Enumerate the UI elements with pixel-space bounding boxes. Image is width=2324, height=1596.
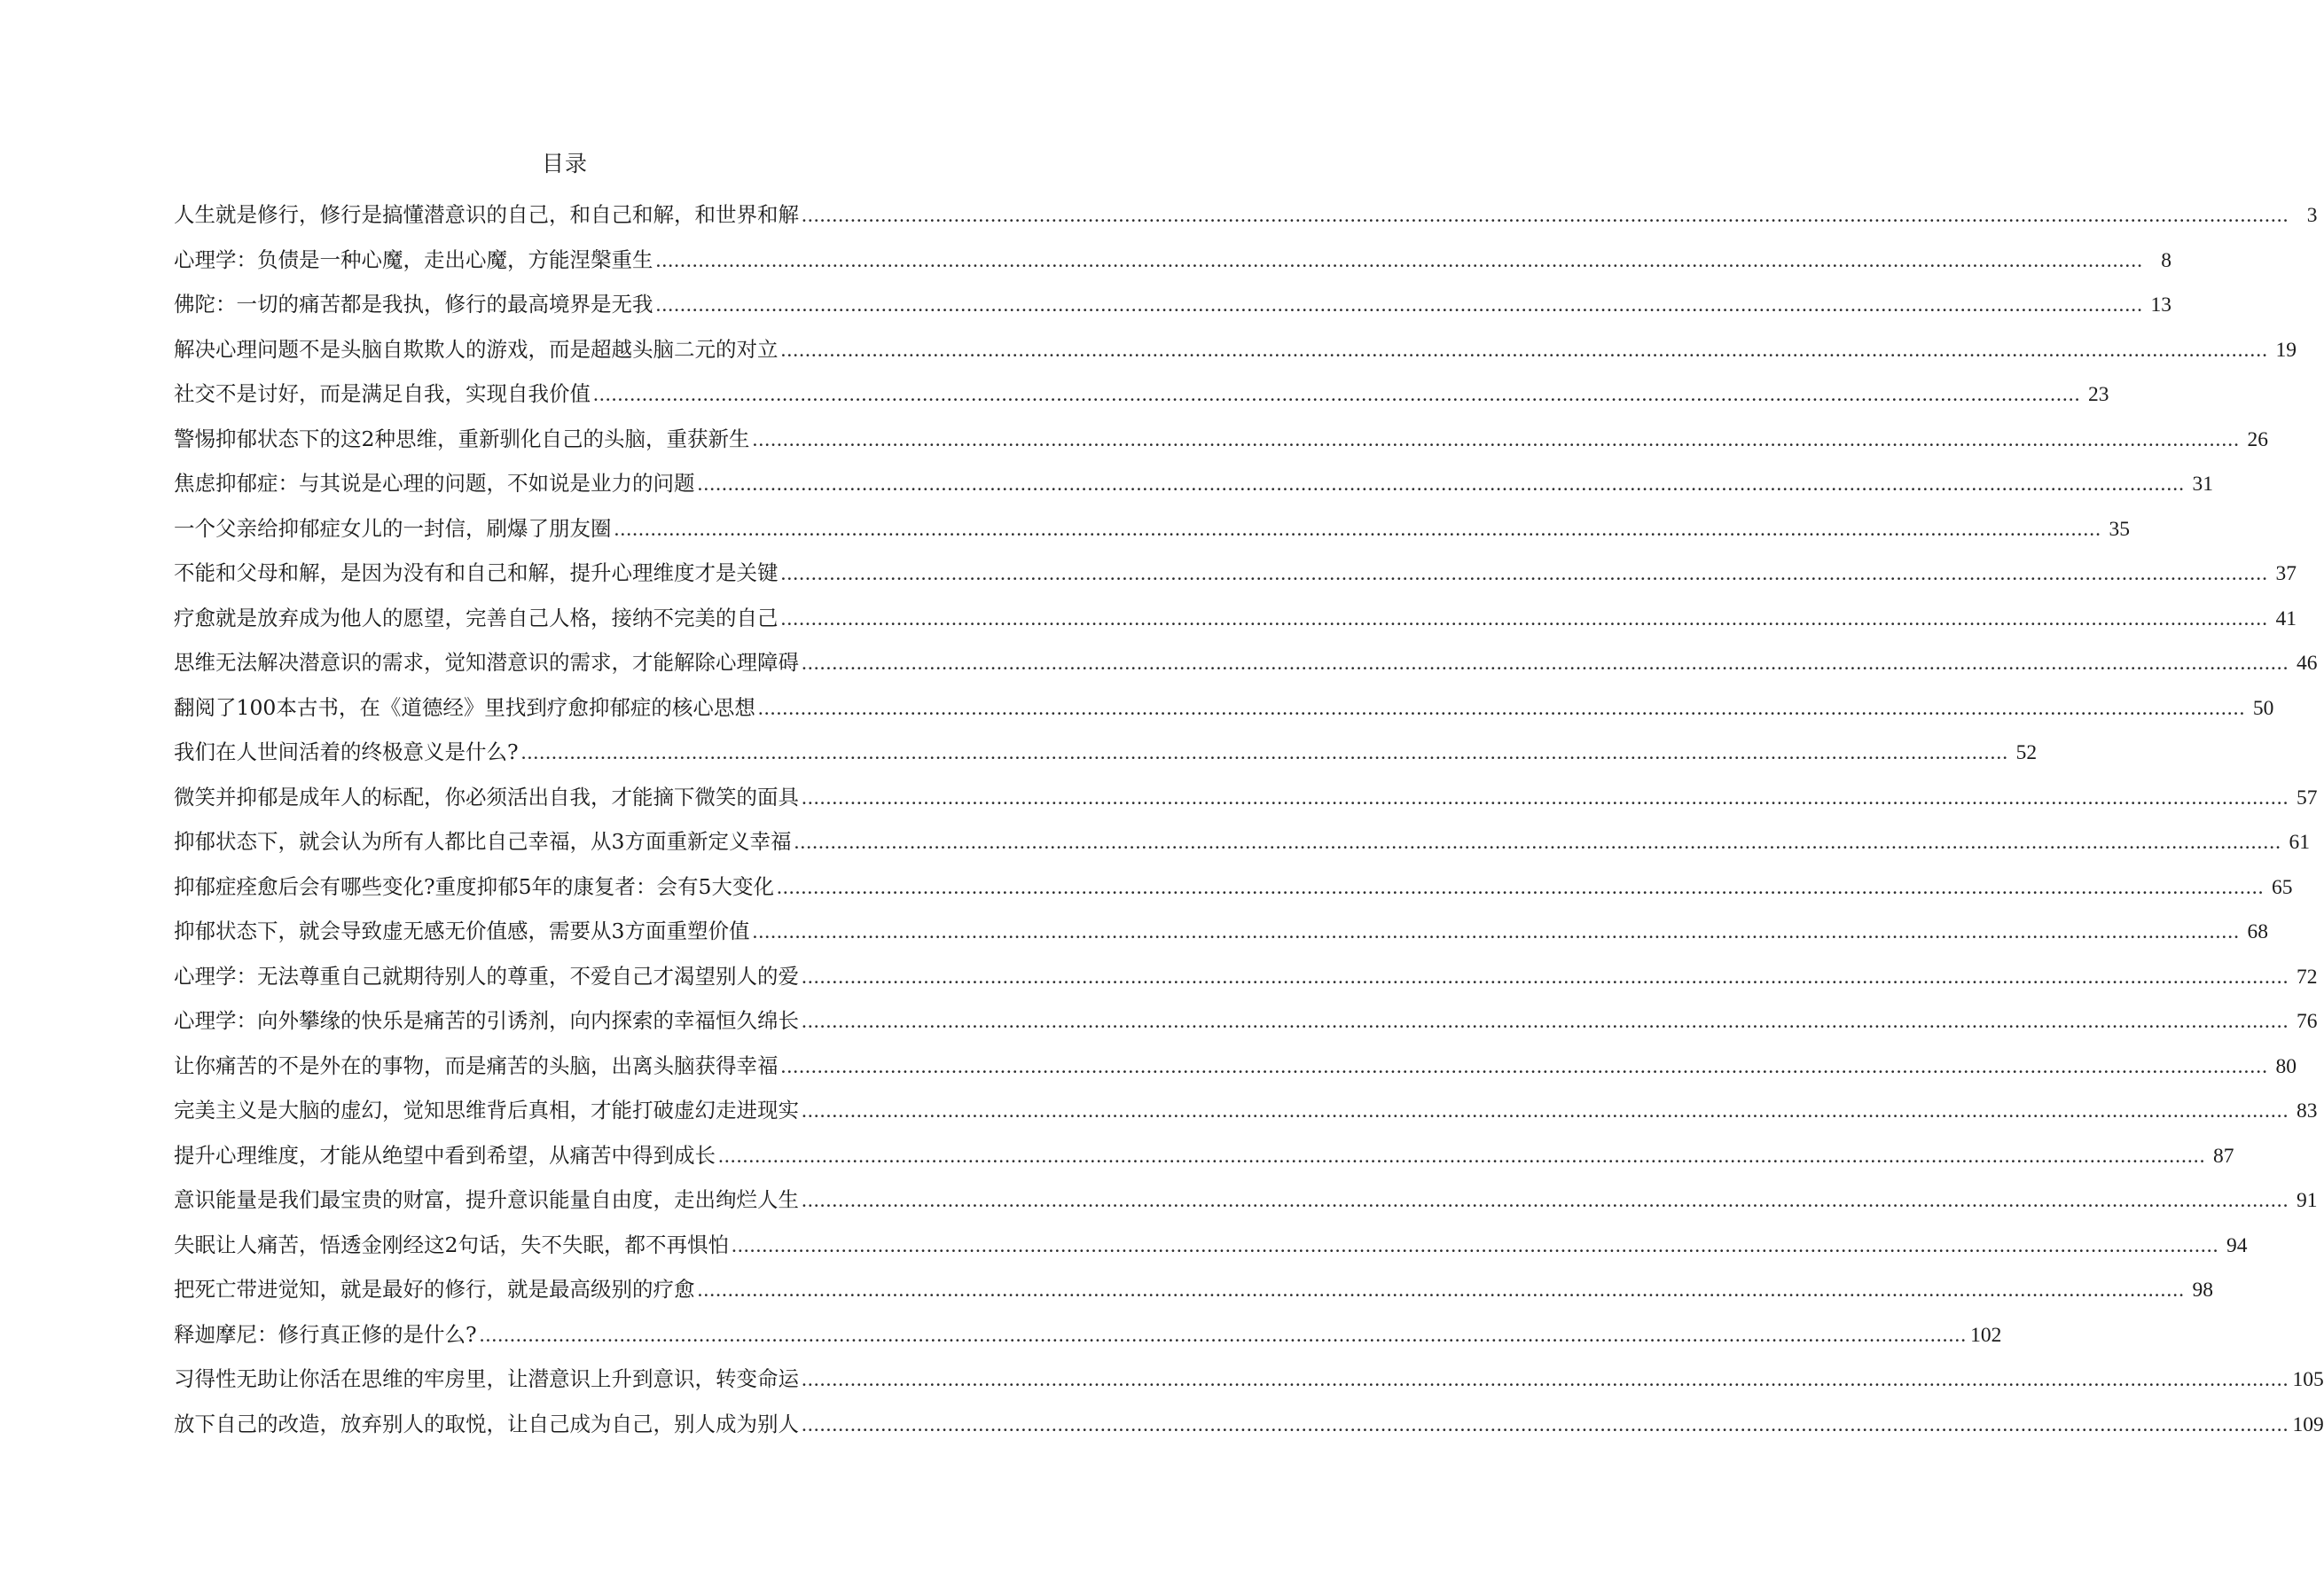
toc-entry-page-number: 37 — [2275, 562, 2297, 585]
toc-entry-page-number: 41 — [2275, 606, 2297, 630]
toc-entry[interactable] — [174, 864, 2293, 910]
toc-entry-page-number: 8 — [2161, 248, 2171, 272]
toc-dot-leader — [758, 686, 2246, 732]
toc-entry-title: 我们在人世间活着的终极意义是什么? — [174, 739, 519, 764]
toc-entry[interactable] — [174, 1223, 2248, 1268]
toc-dot-leader — [802, 1357, 2289, 1403]
toc-entry-title: 人生就是修行，修行是搞懂潜意识的自己，和自己和解，和世界和解 — [174, 202, 799, 227]
toc-entry-title: 心理学：负债是一种心魔，走出心魔，方能涅槃重生 — [174, 246, 653, 272]
toc-entry-page-number: 94 — [2226, 1233, 2248, 1257]
toc-entry-page-number: 23 — [2088, 383, 2109, 406]
toc-entry-title: 警惕抑郁状态下的这2种思维，重新驯化自己的头脑，重获新生 — [174, 426, 750, 451]
toc-entry[interactable] — [174, 417, 2268, 462]
toc-dot-leader — [802, 955, 2289, 1000]
toc-entry[interactable] — [174, 1044, 2297, 1089]
toc-entry-title: 放下自己的改造，放弃别人的取悦，让自己成为自己，别人成为别人 — [174, 1411, 799, 1436]
toc-entry-page-number: 102 — [1970, 1323, 2002, 1347]
toc-entry-page-number: 65 — [2272, 875, 2293, 899]
toc-entry-page-number: 57 — [2297, 786, 2318, 810]
toc-dot-leader — [802, 193, 2289, 239]
toc-entry-title: 思维无法解决潜意识的需求，觉知潜意识的需求，才能解除心理障碍 — [174, 650, 799, 675]
toc-entry[interactable] — [174, 730, 2038, 775]
toc-dot-leader — [521, 731, 2009, 776]
toc-entry[interactable] — [174, 685, 2274, 731]
toc-dot-leader — [781, 1044, 2269, 1090]
toc-entry-page-number: 83 — [2297, 1099, 2318, 1123]
toc-dot-leader — [732, 1224, 2219, 1269]
toc-entry-page-number: 19 — [2275, 338, 2297, 362]
toc-entry-title: 完美主义是大脑的虚幻，觉知思维背后真相，才能打破虚幻走进现实 — [174, 1098, 799, 1123]
toc-entry-page-number: 87 — [2213, 1144, 2234, 1168]
toc-entry[interactable] — [174, 551, 2297, 596]
toc-dot-leader — [480, 1313, 1968, 1358]
toc-entry-title: 提升心理维度，才能从绝望中看到希望，从痛苦中得到成长 — [174, 1142, 716, 1168]
toc-dot-leader — [802, 1089, 2289, 1134]
toc-entry[interactable] — [174, 506, 2130, 552]
toc-entry-page-number: 13 — [2150, 293, 2171, 317]
toc-entry-title: 一个父亲给抑郁症女儿的一封信，刷爆了朋友圈 — [174, 515, 612, 541]
toc-dot-leader — [593, 372, 2081, 418]
toc-entry[interactable] — [174, 327, 2297, 372]
toc-entry-title: 微笑并抑郁是成年人的标配，你必须活出自我，才能摘下微笑的面具 — [174, 784, 799, 810]
toc-entry-page-number: 26 — [2247, 427, 2268, 451]
toc-entry[interactable] — [174, 1267, 2213, 1312]
toc-entry-title: 意识能量是我们最宝贵的财富，提升意识能量自由度，走出绚烂人生 — [174, 1187, 799, 1212]
toc-entry-page-number: 76 — [2297, 1010, 2318, 1033]
toc-dot-leader — [781, 328, 2269, 373]
toc-entry-page-number: 80 — [2275, 1054, 2297, 1078]
toc-entry-page-number: 50 — [2252, 696, 2274, 720]
toc-entry-title: 不能和父母和解，是因为没有和自己和解，提升心理维度才是关键 — [174, 560, 779, 585]
toc-title: 目录 — [541, 151, 588, 176]
toc-entry[interactable] — [174, 909, 2268, 954]
toc-entry-title: 佛陀：一切的痛苦都是我执，修行的最高境界是无我 — [174, 292, 653, 317]
toc-dot-leader — [656, 239, 2144, 284]
toc-dot-leader — [781, 552, 2269, 597]
toc-entry[interactable] — [174, 1402, 2324, 1447]
toc-entry-title: 社交不是讨好，而是满足自我，实现自我价值 — [174, 381, 591, 406]
toc-entry-title: 抑郁症痊愈后会有哪些变化?重度抑郁5年的康复者：会有5大变化 — [174, 873, 775, 899]
toc-entry-title: 焦虑抑郁症：与其说是心理的问题，不如说是业力的问题 — [174, 471, 695, 496]
toc-entry[interactable] — [174, 819, 2310, 864]
toc-dot-leader — [802, 641, 2289, 686]
toc-entry-title: 让你痛苦的不是外在的事物，而是痛苦的头脑，出离头脑获得幸福 — [174, 1052, 779, 1078]
toc-dot-leader — [777, 865, 2265, 911]
toc-entry-page-number: 105 — [2292, 1368, 2324, 1391]
toc-entry[interactable] — [174, 998, 2318, 1044]
toc-entry-title: 抑郁状态下，就会导致虚无感无价值感，需要从3方面重塑价值 — [174, 919, 750, 943]
toc-entry-title: 释迦摩尼：修行真正修的是什么? — [174, 1321, 477, 1347]
toc-dot-leader — [802, 776, 2289, 821]
toc-entry[interactable] — [174, 954, 2318, 999]
toc-entry-title: 翻阅了100本古书，在《道德经》里找到疗愈抑郁症的核心思想 — [174, 694, 755, 720]
toc-entry-page-number: 91 — [2297, 1189, 2318, 1212]
toc-entry[interactable] — [174, 1133, 2234, 1178]
toc-entry-title: 失眠让人痛苦，悟透金刚经这2句话，失不失眠，都不再惧怕 — [174, 1232, 729, 1257]
toc-dot-leader — [752, 418, 2240, 463]
toc-entry-title: 抑郁状态下，就会认为所有人都比自己幸福，从3方面重新定义幸福 — [174, 829, 792, 854]
toc-entry[interactable] — [174, 1312, 2002, 1357]
toc-entry[interactable] — [174, 1357, 2324, 1402]
toc-entry-page-number: 72 — [2297, 965, 2318, 989]
toc-dot-leader — [802, 1403, 2289, 1448]
toc-entry[interactable] — [174, 1088, 2318, 1133]
toc-dot-leader — [718, 1134, 2206, 1179]
toc-dot-leader — [802, 1178, 2289, 1224]
toc-entry-title: 解决心理问题不是头脑自欺欺人的游戏，而是超越头脑二元的对立 — [174, 336, 779, 362]
toc-entry-title: 心理学：无法尊重自己就期待别人的尊重，不爱自己才渴望别人的爱 — [174, 963, 799, 989]
toc-entry-page-number: 61 — [2289, 831, 2310, 854]
toc-entry[interactable] — [174, 596, 2297, 641]
toc-entry-page-number: 68 — [2247, 920, 2268, 943]
toc-list — [174, 192, 2324, 1446]
toc-dot-leader — [614, 507, 2102, 552]
toc-entry[interactable] — [174, 640, 2318, 685]
toc-entry-page-number: 35 — [2109, 517, 2130, 541]
toc-entry-title: 疗愈就是放弃成为他人的愿望，完善自己人格，接纳不完美的自己 — [174, 605, 779, 630]
toc-entry[interactable] — [174, 192, 2318, 238]
toc-dot-leader — [698, 1268, 2186, 1313]
toc-entry-page-number: 52 — [2015, 741, 2038, 764]
toc-dot-leader — [794, 820, 2281, 865]
toc-dot-leader — [698, 462, 2186, 507]
toc-dot-leader — [802, 999, 2289, 1044]
toc-dot-leader — [656, 283, 2144, 328]
toc-entry[interactable] — [174, 282, 2171, 327]
toc-entry-title: 把死亡带进觉知，就是最好的修行，就是最高级别的疗愈 — [174, 1277, 695, 1302]
toc-entry-title: 心理学：向外攀缘的快乐是痛苦的引诱剂，向内探索的幸福恒久绵长 — [174, 1008, 799, 1033]
toc-entry-page-number: 31 — [2192, 473, 2213, 496]
toc-entry[interactable] — [174, 1177, 2318, 1223]
toc-entry-page-number: 98 — [2192, 1279, 2213, 1302]
toc-entry-page-number: 3 — [2306, 204, 2318, 227]
toc-dot-leader — [781, 597, 2269, 642]
toc-entry[interactable] — [174, 461, 2213, 506]
toc-dot-leader — [752, 910, 2240, 955]
toc-entry[interactable] — [174, 775, 2318, 820]
toc-entry-page-number: 109 — [2292, 1412, 2324, 1436]
toc-entry[interactable] — [174, 238, 2171, 283]
toc-entry-page-number: 46 — [2297, 652, 2318, 675]
toc-entry-title: 习得性无助让你活在思维的牢房里，让潜意识上升到意识，转变命运 — [174, 1366, 799, 1391]
toc-entry[interactable] — [174, 372, 2109, 417]
